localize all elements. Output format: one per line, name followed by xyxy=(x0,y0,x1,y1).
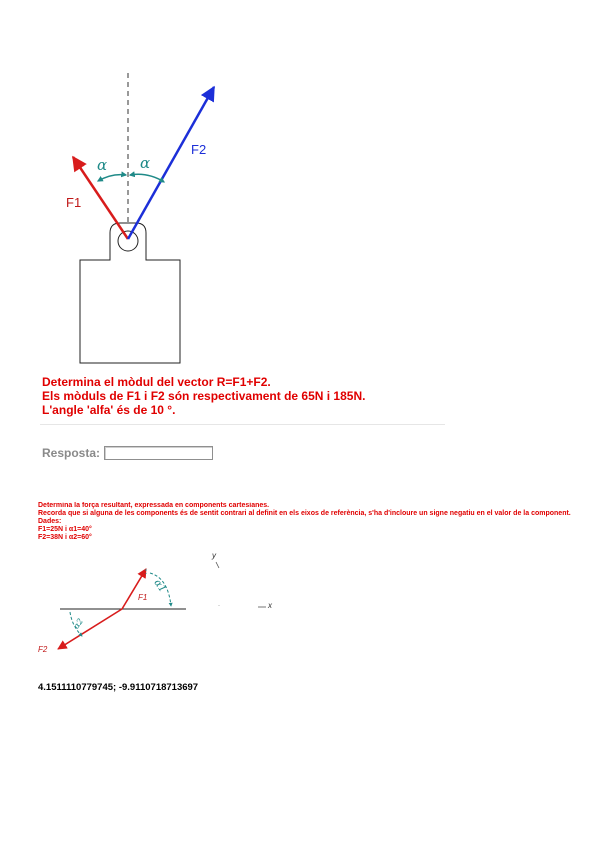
force-diagram-2 xyxy=(36,552,296,662)
problem2-line3: Dades: xyxy=(38,518,62,525)
force-f1-label: F1 xyxy=(138,593,148,602)
problem-statement-2 xyxy=(38,502,600,542)
force-f2-label: F2 xyxy=(38,645,48,654)
problem2-line1: Determina la força resultant, expressada en components cartesianes. xyxy=(38,502,270,509)
problem1-line1: Determina el mòdul del vector R=F1+F2. xyxy=(42,375,271,389)
result-text: 4.1511110779745; -9.9110718713697 xyxy=(38,682,199,693)
force-f2-vector xyxy=(58,609,122,649)
alpha-label-right: α xyxy=(140,154,151,172)
problem2-line4: F1=25N i α1=40° xyxy=(38,526,92,533)
angle-arc-left xyxy=(98,175,126,181)
problem1-line3: L'angle 'alfa' és de 10 °. xyxy=(42,403,176,417)
force-f1-vector xyxy=(122,569,146,609)
problem1-line2: Els mòduls de F1 i F2 són respectivament de 65N i 185N. xyxy=(42,389,366,403)
problem2-line2: Recorda que si alguna de les components és de sentit contrari al definit en els eixos de referència, s'ha d'incloure un signe negatiu en el valor de la component. xyxy=(38,510,571,517)
force-f1-label: F1 xyxy=(66,195,82,210)
answer-input[interactable] xyxy=(104,446,213,460)
angle-arc-right xyxy=(130,174,164,182)
y-axis-mark xyxy=(216,562,219,568)
hook-pin xyxy=(118,231,138,251)
problem-statement-1 xyxy=(42,375,365,417)
problem2-line5: F2=38N i α2=60° xyxy=(38,534,92,541)
divider xyxy=(40,424,445,425)
alpha-label-left: α xyxy=(97,156,108,174)
force-diagram-1 xyxy=(40,65,240,375)
y-axis-label: y xyxy=(212,552,216,560)
answer-row xyxy=(42,446,213,460)
alpha2-label: α2 xyxy=(71,616,86,631)
answer-label: Resposta: xyxy=(42,446,101,460)
x-axis-label: x xyxy=(268,601,272,610)
alpha1-label: α1 xyxy=(151,577,168,595)
force-f2-label: F2 xyxy=(191,142,207,157)
